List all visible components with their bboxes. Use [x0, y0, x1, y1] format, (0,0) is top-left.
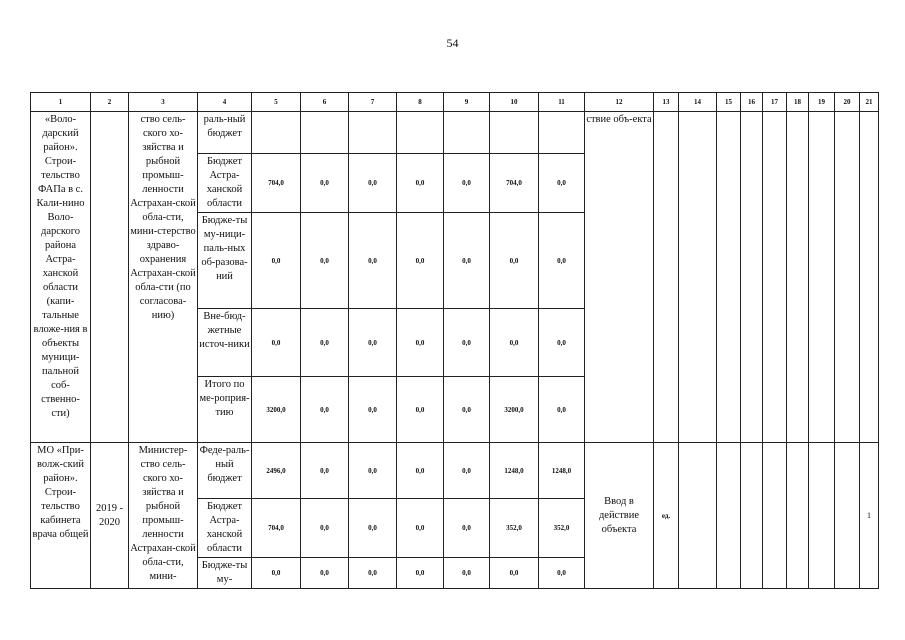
value-cell: 0,0	[397, 377, 444, 443]
column-number: 4	[198, 93, 252, 112]
empty-cell	[763, 443, 787, 589]
funding-source: Бюдже-ты му-ници-паль-ных об-разова-ний	[198, 213, 252, 309]
result-cell: ствие объ-екта	[585, 112, 654, 443]
value-cell: 1248,0	[490, 443, 539, 499]
column-number: 5	[252, 93, 301, 112]
value-cell: 3200,0	[490, 377, 539, 443]
table-row	[31, 112, 879, 154]
column-number: 16	[741, 93, 763, 112]
column-number: 15	[717, 93, 741, 112]
value-cell: 0,0	[301, 558, 349, 589]
empty-cell	[717, 112, 741, 443]
value-cell: 0,0	[444, 309, 490, 377]
value-cell: 0,0	[301, 377, 349, 443]
value-cell	[490, 112, 539, 154]
value-cell	[252, 112, 301, 154]
value-cell: 0,0	[397, 499, 444, 558]
value-cell: 0,0	[252, 213, 301, 309]
unit-cell: ед.	[654, 443, 679, 589]
value-cell: 0,0	[539, 309, 585, 377]
value-cell: 0,0	[444, 377, 490, 443]
empty-cell	[809, 112, 835, 443]
empty-cell	[654, 112, 679, 443]
executor-cell: ство сель-ского хо-зяйства и рыбной промыш-ленности Астрахан-ской обла-сти, мини-стерство здраво-охранения Астрахан-ской обла-сти (по согласова-нию)	[129, 112, 198, 443]
value-cell: 0,0	[539, 377, 585, 443]
funding-source: Итого по ме-роприя-тию	[198, 377, 252, 443]
empty-cell	[763, 112, 787, 443]
value-cell: 0,0	[444, 154, 490, 213]
value-cell: 0,0	[490, 213, 539, 309]
column-number: 12	[585, 93, 654, 112]
result-cell: Ввод в действие объекта	[585, 443, 654, 589]
empty-cell	[679, 443, 717, 589]
column-number: 10	[490, 93, 539, 112]
funding-source: Вне-бюд-жетные источ-ники	[198, 309, 252, 377]
value-cell: 0,0	[252, 309, 301, 377]
column-number: 9	[444, 93, 490, 112]
empty-cell	[717, 443, 741, 589]
value-cell: 352,0	[539, 499, 585, 558]
empty-cell	[787, 443, 809, 589]
empty-cell	[787, 112, 809, 443]
value-cell	[301, 112, 349, 154]
value-cell: 0,0	[301, 443, 349, 499]
column-number: 19	[809, 93, 835, 112]
budget-table	[30, 92, 879, 589]
empty-cell	[741, 443, 763, 589]
empty-cell	[860, 112, 879, 443]
empty-cell	[835, 112, 860, 443]
column-number: 14	[679, 93, 717, 112]
column-number: 2	[91, 93, 129, 112]
value-cell: 0,0	[444, 443, 490, 499]
table-row	[31, 443, 879, 499]
value-cell	[349, 112, 397, 154]
value-cell: 704,0	[252, 499, 301, 558]
value-cell	[539, 112, 585, 154]
funding-source: Феде-раль-ный бюджет	[198, 443, 252, 499]
column-number: 11	[539, 93, 585, 112]
value-cell: 0,0	[397, 154, 444, 213]
column-number: 8	[397, 93, 444, 112]
value-cell: 0,0	[539, 154, 585, 213]
value-cell: 0,0	[444, 499, 490, 558]
value-cell: 0,0	[397, 443, 444, 499]
page-number: 54	[446, 36, 459, 50]
value-cell: 0,0	[539, 213, 585, 309]
column-number: 17	[763, 93, 787, 112]
empty-cell	[679, 112, 717, 443]
value-cell	[444, 112, 490, 154]
value-cell: 352,0	[490, 499, 539, 558]
value-cell: 0,0	[301, 154, 349, 213]
period-cell: 2019 - 2020	[91, 443, 129, 589]
value-cell: 0,0	[349, 499, 397, 558]
value-cell: 0,0	[301, 499, 349, 558]
value-cell: 0,0	[444, 213, 490, 309]
value-cell: 3200,0	[252, 377, 301, 443]
column-number: 6	[301, 93, 349, 112]
column-number: 3	[129, 93, 198, 112]
value-cell: 0,0	[490, 309, 539, 377]
value-cell: 0,0	[397, 558, 444, 589]
column-number: 21	[860, 93, 879, 112]
value-cell: 0,0	[397, 213, 444, 309]
object-cell: МО «При-волж-ский район». Строи-тельство кабинета врача общей	[31, 443, 91, 589]
value-cell: 704,0	[252, 154, 301, 213]
value-cell: 0,0	[349, 377, 397, 443]
value-cell: 0,0	[539, 558, 585, 589]
value-cell: 0,0	[349, 443, 397, 499]
column-number: 7	[349, 93, 397, 112]
column-number: 1	[31, 93, 91, 112]
value-cell: 0,0	[301, 309, 349, 377]
value-cell: 704,0	[490, 154, 539, 213]
value-cell: 0,0	[349, 154, 397, 213]
column-number: 18	[787, 93, 809, 112]
value-cell: 0,0	[349, 213, 397, 309]
funding-source: Бюджет Астра-ханской области	[198, 154, 252, 213]
empty-cell	[809, 443, 835, 589]
empty-cell	[835, 443, 860, 589]
column-number: 20	[835, 93, 860, 112]
empty-cell	[741, 112, 763, 443]
executor-cell: Министер-ство сель-ского хо-зяйства и рыбной промыш-ленности Астрахан-ской обла-сти, мини-	[129, 443, 198, 589]
funding-source: раль-ный бюджет	[198, 112, 252, 154]
value-cell: 0,0	[397, 309, 444, 377]
value-cell: 0,0	[444, 558, 490, 589]
funding-source: Бюдже-ты му-	[198, 558, 252, 589]
value-cell: 1248,0	[539, 443, 585, 499]
value-cell: 0,0	[301, 213, 349, 309]
value-cell-21: 1	[860, 443, 879, 589]
funding-source: Бюджет Астра-ханской области	[198, 499, 252, 558]
period-cell	[91, 112, 129, 443]
column-number: 13	[654, 93, 679, 112]
value-cell: 0,0	[349, 558, 397, 589]
value-cell: 2496,0	[252, 443, 301, 499]
value-cell	[397, 112, 444, 154]
column-number-row	[31, 93, 879, 112]
value-cell: 0,0	[349, 309, 397, 377]
value-cell: 0,0	[252, 558, 301, 589]
value-cell: 0,0	[490, 558, 539, 589]
object-cell: «Воло-дарский район». Строи-тельство ФАПа в с. Кали-нино Воло-дарского района Астра-ханской области (капи-тальные вложе-ния в объекты муници-пальной соб-ственно-сти)	[31, 112, 91, 443]
